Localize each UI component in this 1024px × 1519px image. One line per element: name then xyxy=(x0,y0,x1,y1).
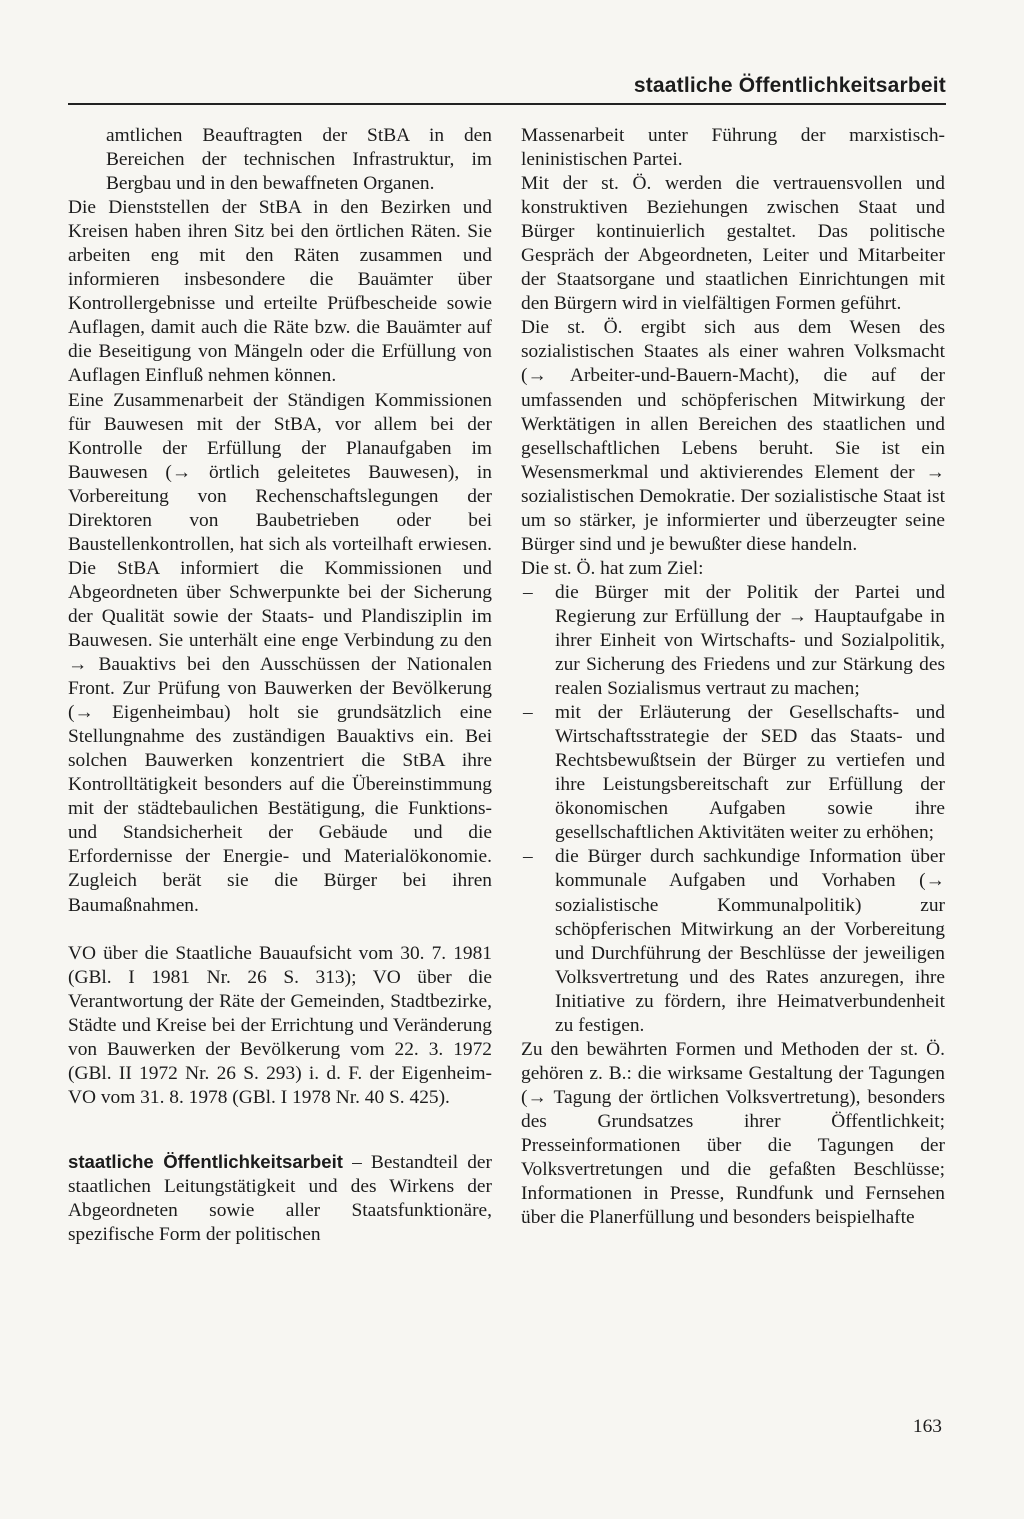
entry-term: staatliche Öffentlichkeitsarbeit xyxy=(68,1150,343,1172)
spacer xyxy=(68,1110,492,1150)
page-number: 163 xyxy=(912,1416,942,1437)
goal-list xyxy=(521,581,945,1038)
header-rule xyxy=(68,103,946,105)
dash-marker: – xyxy=(523,581,533,603)
left-column xyxy=(68,124,492,1247)
dictionary-entry xyxy=(68,1150,492,1247)
dash-marker: – xyxy=(523,702,533,724)
list-item-text: die Bürger mit der Politik der Partei und Regierung zur Erfüllung der → Hauptaufgabe in ihrer Einheit von Wirtschafts- und Sozialpolitik, zur Sicherung des Friedens und zur Stärkung des realen Sozialismus vertraut zu machen; xyxy=(555,581,945,700)
right-paragraph-2: Mit der st. Ö. werden die vertrauensvollen und konstruktiven Beziehungen zwischen Staat und Bürger kontinuierlich gestaltet. Das politische Gespräch der Abgeordneten, Leiter und Mitarbeiter der Staatsorgane und staatlichen Einrichtungen mit den Bürgern wird in vielfältigen Formen geführt. xyxy=(521,173,945,315)
legal-references: VO über die Staatliche Bauaufsicht vom 30. 7. 1981 (GBl. I 1981 Nr. 26 S. 313); VO über die Verantwortung der Räte der Gemeinden, Stadtbezirke, Städte und Kreise bei der Errichtung und Veränderung von Bauwerken der Bevölkerung vom 22. 3. 1972 (GBl. II 1972 Nr. 26 S. 293) i. d. F. der Eigenheim-VO vom 31. 8. 1978 (GBl. I 1978 Nr. 40 S. 425). xyxy=(68,942,492,1108)
list-item xyxy=(521,701,945,845)
dash-marker: – xyxy=(523,846,533,868)
entry-text: – Bestandteil der staatlichen Leitungstätigkeit und des Wirkens der Abgeordneten sowie aller Staatsfunktionäre, spezifische Form der politischen xyxy=(68,1151,492,1246)
list-item xyxy=(521,581,945,701)
spacer xyxy=(68,918,492,942)
left-paragraph-continuation: amtlichen Beauftragten der StBA in den Bereichen der technischen Infrastruktur, im Bergbau und in den bewaffneten Organen. xyxy=(106,125,492,195)
running-header: staatliche Öffentlichkeitsarbeit xyxy=(633,74,946,97)
right-column xyxy=(521,124,945,1230)
left-paragraph-2: Die Dienststellen der StBA in den Bezirken und Kreisen haben ihren Sitz bei den örtlichen Räten. Sie arbeiten eng mit den Räten zusammen und informieren insbesondere die Bauämter über Kontrollergebnisse und erteilte Prüfbescheide sowie Auflagen, damit auch die Räte bzw. die Bauämter auf die Beseitigung von Mängeln oder die Erfüllung von Auflagen Einfluß nehmen können. xyxy=(68,197,492,387)
right-paragraph-5: Zu den bewährten Formen und Methoden der st. Ö. gehören z. B.: die wirksame Gestaltung der Tagungen (→ Tagung der örtlichen Volksvertretung), besonders des Grundsatzes ihrer Öffentlichkeit; Presseinformationen über die Tagungen der Volksvertretungen und die gefaßten Beschlüsse; Informationen in Presse, Rundfunk und Fernsehen über die Planerfüllung und besonders beispielhafte xyxy=(521,1038,945,1229)
list-item xyxy=(521,845,945,1037)
list-item-text: die Bürger durch sachkundige Information über kommunale Aufgaben und Vorhaben (→ sozialistische Kommunalpolitik) zur schöpferischen Mitwirkung an der Vorbereitung und Durchführung der Beschlüsse der jeweiligen Volksvertretung und des Rates anzuregen, ihre Initiative zu fördern, ihre Heimatverbundenheit zu festigen. xyxy=(555,846,945,1036)
right-paragraph-1: Massenarbeit unter Führung der marxistisch-leninistischen Partei. xyxy=(521,125,945,171)
left-paragraph-3: Eine Zusammenarbeit der Ständigen Kommissionen für Bauwesen mit der StBA, vor allem bei der Kontrolle der Erfüllung der Planaufgaben im Bauwesen (→ örtlich geleitetes Bauwesen), in Vorbereitung von Rechenschaftslegungen der Direktoren von Baubetrieben oder bei Baustellenkontrollen, hat sich als vorteilhaft erwiesen. Die StBA informiert die Kommissionen und Abgeordneten über Schwerpunkte bei der Sicherung der Qualität sowie der Staats- und Plandisziplin im Bauwesen. Sie unterhält eine enge Verbindung zu den → Bauaktivs bei den Ausschüssen der Nationalen Front. Zur Prüfung von Bauwerken der Bevölkerung (→ Eigenheimbau) holt sie grundsätzlich eine Stellungnahme des zuständigen Bauaktivs ein. Bei solchen Bauwerken konzentriert die StBA ihre Kontrolltätigkeit besonders auf die Übereinstimmung mit der städtebaulichen Bestätigung, die Funktions- und Standsicherheit der Gebäude und die Erfordernisse der Energie- und Materialökonomie. Zugleich berät sie die Bürger bei ihren Baumaßnahmen. xyxy=(68,389,492,916)
list-item-text: mit der Erläuterung der Gesellschafts- und Wirtschaftsstrategie der SED das Staats- und Rechtsbewußtsein der Bürger zu vertiefen und ihre Leistungsbereitschaft zur Erfüllung der ökonomischen Aufgaben sowie ihre gesellschaftlichen Aktivitäten weiter zu erhöhen; xyxy=(555,702,945,844)
right-paragraph-4: Die st. Ö. hat zum Ziel: xyxy=(521,557,704,579)
right-paragraph-3: Die st. Ö. ergibt sich aus dem Wesen des sozialistischen Staates als einer wahren Volksmacht (→ Arbeiter-und-Bauern-Macht), die auf der umfassenden und schöpferischen Mitwirkung der Werktätigen in allen Bereichen des staatlichen und gesellschaftlichen Lebens beruht. Sie ist ein Wesensmerkmal und aktivierendes Element der → sozialistischen Demokratie. Der sozialistische Staat ist um so stärker, je informierter und überzeugter seine Bürger sind und je bewußter diese handeln. xyxy=(521,317,945,555)
